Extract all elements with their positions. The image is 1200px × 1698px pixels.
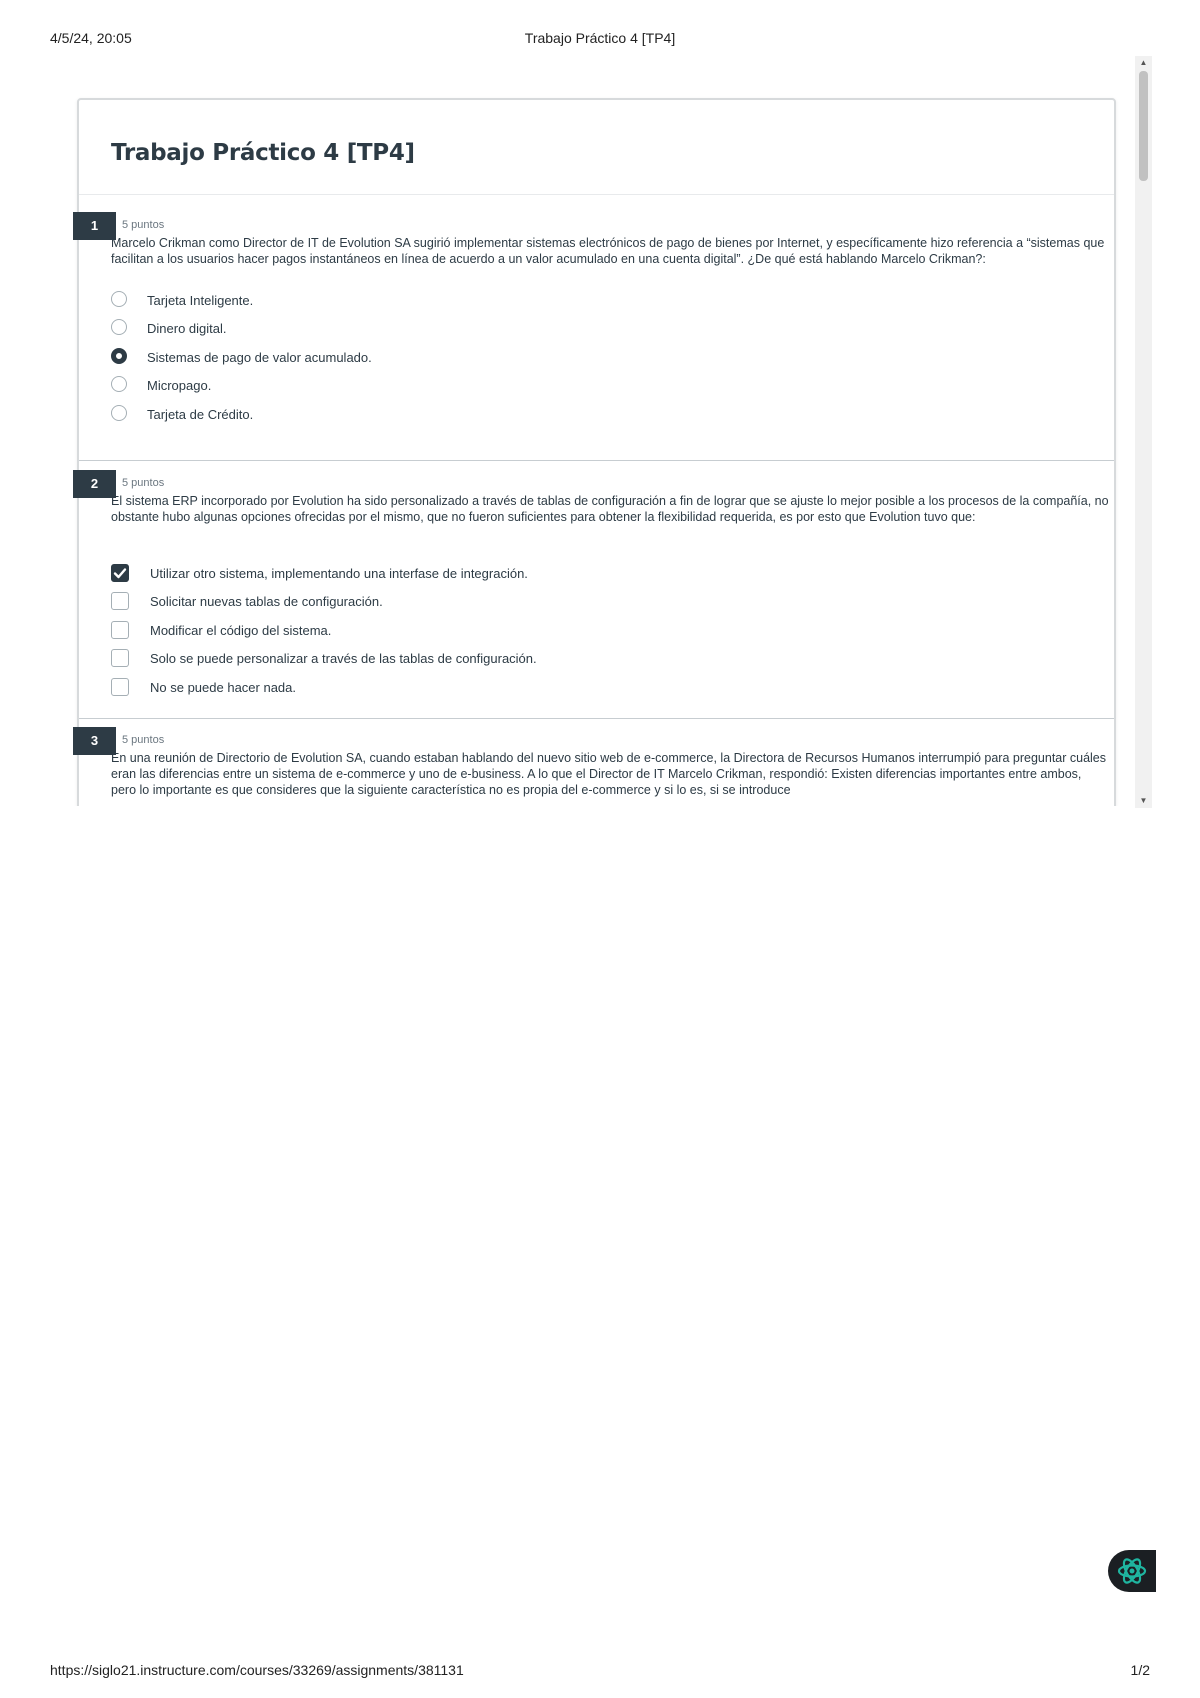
print-footer (50, 1662, 1150, 1682)
title-divider (79, 194, 1114, 195)
answer-label: Dinero digital. (147, 321, 227, 336)
assistant-button[interactable] (1108, 1550, 1156, 1592)
question-divider (79, 718, 1114, 719)
page-viewport (62, 58, 1152, 806)
print-date: 4/5/24, 20:05 (50, 30, 132, 46)
checkbox[interactable] (111, 649, 129, 667)
print-url: https://siglo21.instructure.com/courses/33269/assignments/381131 (50, 1662, 464, 1678)
print-page-number: 1/2 (1130, 1662, 1150, 1678)
checkbox-checked[interactable] (111, 564, 129, 582)
scroll-up-arrow-icon[interactable]: ▲ (1139, 58, 1148, 67)
vertical-scrollbar[interactable] (1135, 56, 1152, 808)
question-number: 3 (73, 727, 116, 755)
answer-label: Solo se puede personalizar a través de las tablas de configuración. (150, 651, 537, 666)
question-points: 5 puntos (122, 219, 165, 231)
question-number: 2 (73, 470, 116, 498)
radio-button[interactable] (111, 319, 127, 335)
checkbox[interactable] (111, 592, 129, 610)
scroll-down-arrow-icon[interactable]: ▼ (1139, 796, 1148, 805)
answer-label: Solicitar nuevas tablas de configuración. (150, 594, 383, 609)
answer-label: Tarjeta Inteligente. (147, 293, 254, 308)
question-points: 5 puntos (122, 477, 165, 489)
radio-button[interactable] (111, 291, 127, 307)
question-points: 5 puntos (122, 734, 165, 746)
radio-button[interactable] (111, 376, 127, 392)
checkmark-icon (113, 566, 127, 580)
assistant-gear-icon (1116, 1555, 1148, 1587)
answer-label: No se puede hacer nada. (150, 680, 296, 695)
page-title: Trabajo Práctico 4 [TP4] (111, 140, 415, 166)
question-text: El sistema ERP incorporado por Evolution ha sido personalizado a través de tablas de configuración a fin de lograr que se ajuste lo mejor posible a los procesos de la compañía, no obstante hubo algunas opciones ofrecidas por el mismo, que no fueron suficientes para obtener la flexibilidad requerida, es por esto que Evolution tuvo que: (111, 494, 1109, 524)
checkbox[interactable] (111, 621, 129, 639)
question-text: En una reunión de Directorio de Evolution SA, cuando estaban hablando del nuevo sitio web de e-commerce, la Directora de Recursos Humanos interrumpió para preguntar cuáles eran las diferencias entre un sistema de e-commerce y uno de e-business. A lo que el Director de IT Marcelo Crikman, respondió: Existen diferencias importantes entre ambos, pero lo importante es que consideres que la siguiente característica no es propia del e-commerce y si lo es, si se introduce (111, 751, 1107, 797)
answer-label: Sistemas de pago de valor acumulado. (147, 350, 372, 365)
question-divider (79, 460, 1114, 461)
print-title: Trabajo Práctico 4 [TP4] (524, 30, 676, 46)
answer-label: Micropago. (147, 378, 212, 393)
answer-label: Tarjeta de Crédito. (147, 407, 254, 422)
radio-button[interactable] (111, 405, 127, 421)
print-header (50, 30, 1150, 50)
question-text: Marcelo Crikman como Director de IT de Evolution SA sugirió implementar sistemas electrónicos de pago de bienes por Internet, y específicamente hizo referencia a “sistemas que facilitan a los usuarios hacer pagos instantáneos en línea de acuerdo a un valor acumulado en una cuenta digital”. ¿De qué está hablando Marcelo Crikman?: (111, 236, 1105, 266)
answer-label: Utilizar otro sistema, implementando una interfase de integración. (150, 566, 528, 581)
question-number: 1 (73, 212, 116, 240)
answer-label: Modificar el código del sistema. (150, 623, 332, 638)
assignment-card (77, 98, 1116, 806)
radio-button-selected[interactable] (111, 348, 127, 364)
scrollbar-thumb[interactable] (1139, 71, 1148, 181)
checkbox[interactable] (111, 678, 129, 696)
